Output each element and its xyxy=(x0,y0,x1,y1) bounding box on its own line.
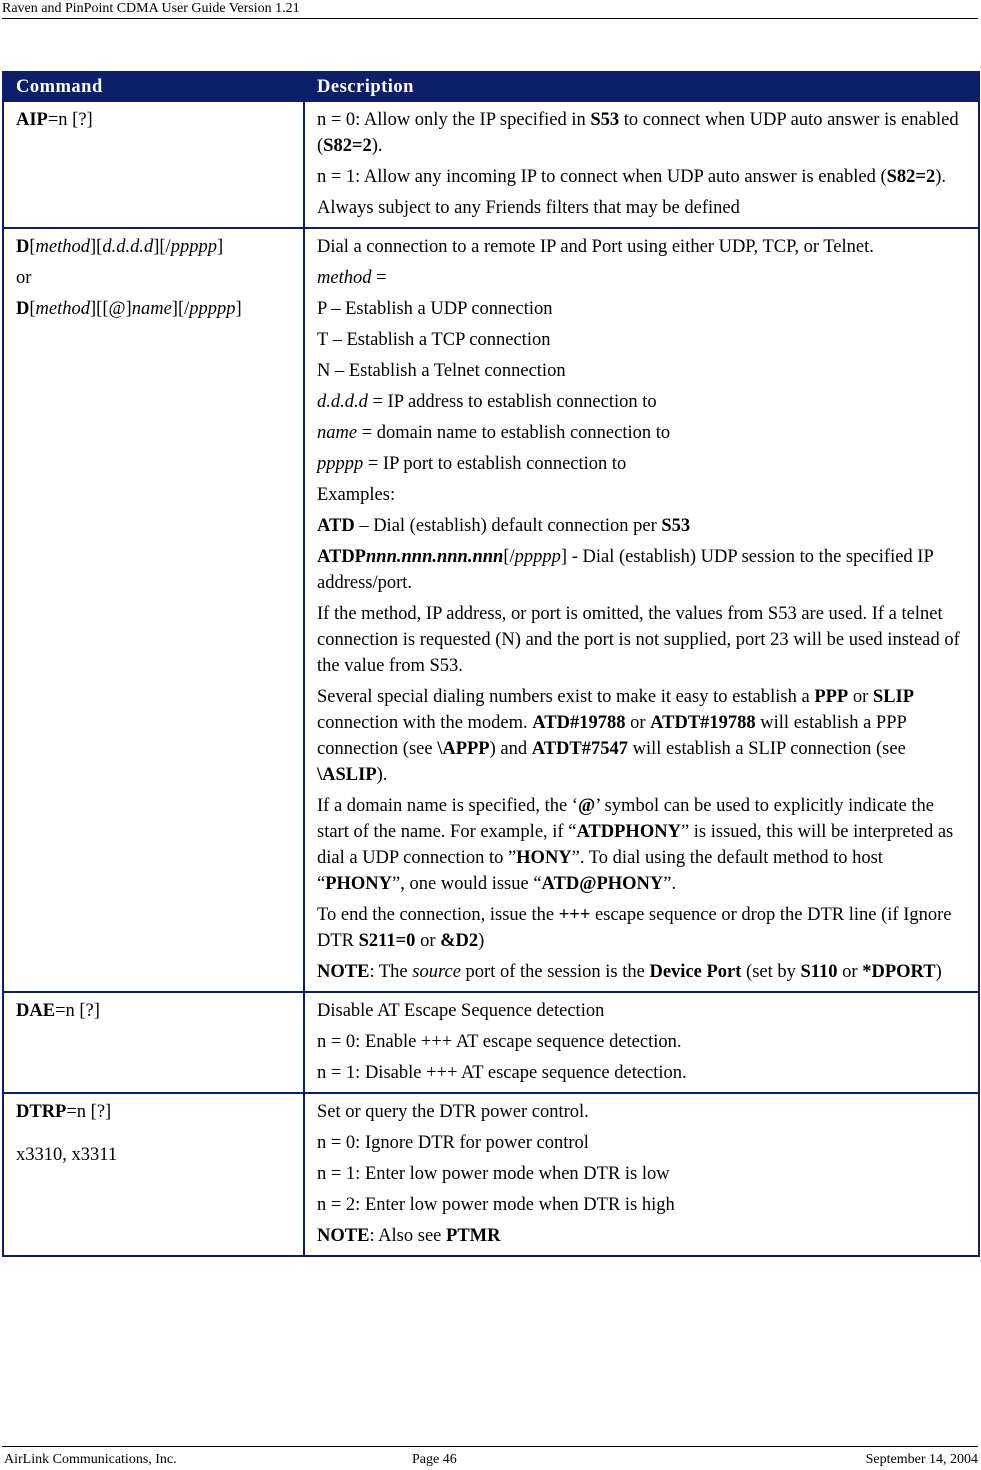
text: ” is issued, this will be interpreted as dial a UDP connection to ” xyxy=(317,822,954,868)
text: ][/ xyxy=(171,299,190,319)
text: method xyxy=(35,299,91,319)
text: S53 xyxy=(590,110,620,130)
text: *DPORT xyxy=(862,962,936,982)
text: If a domain name is specified, the ‘ xyxy=(317,796,578,816)
text: SLIP xyxy=(872,687,915,707)
description-line: Set or query the DTR power control. xyxy=(317,1102,589,1122)
table-header-row xyxy=(3,72,979,101)
description-cell-dae xyxy=(304,992,979,1093)
description-line: n = 0: Ignore DTR for power control xyxy=(317,1133,589,1153)
document-title: Raven and PinPoint CDMA User Guide Version 1.21 xyxy=(2,1,300,16)
command-cell-d xyxy=(3,228,304,992)
text: +++ xyxy=(558,905,591,925)
text: = IP port to establish connection to xyxy=(363,454,627,474)
text: HONY xyxy=(516,848,572,868)
text: nnn.nnn.nnn.nnn xyxy=(366,547,504,567)
text: : The xyxy=(369,962,413,982)
command-name: DTRP xyxy=(16,1102,67,1122)
description-line xyxy=(317,164,968,190)
text: : Also see xyxy=(369,1226,447,1246)
text: ) xyxy=(478,931,485,951)
command-syntax xyxy=(16,234,293,260)
text: escape sequence or drop the DTR line (if Ignore DTR xyxy=(317,905,952,951)
description-line xyxy=(317,265,968,291)
text: ATDP xyxy=(317,547,366,567)
text: ] - Dial (establish) UDP session to the specified IP address/port. xyxy=(317,547,934,593)
table-row-d xyxy=(3,228,979,992)
command-cell-aip xyxy=(3,101,304,228)
table-row-dae xyxy=(3,992,979,1093)
text: method xyxy=(35,237,91,257)
footer-page-number: Page 46 xyxy=(412,1452,457,1467)
text: ] xyxy=(235,299,242,319)
text: ) and xyxy=(489,739,532,759)
text: ). xyxy=(376,765,388,785)
text: or xyxy=(837,962,863,982)
text: ppppp xyxy=(317,454,364,474)
text: [ xyxy=(29,237,36,257)
text: NOTE xyxy=(317,962,370,982)
description-line xyxy=(317,959,968,985)
text: ][/ xyxy=(153,237,171,257)
text: PPP xyxy=(814,687,849,707)
text: d.d.d.d xyxy=(317,392,368,412)
command-or: or xyxy=(16,268,32,288)
text: ][ xyxy=(90,237,103,257)
text: S110 xyxy=(800,962,838,982)
description-line: n = 1: Enter low power mode when DTR is low xyxy=(317,1164,670,1184)
command-cell-dae xyxy=(3,992,304,1093)
text: (set by xyxy=(741,962,801,982)
text: = domain name to establish connection to xyxy=(357,423,671,443)
text: S211=0 xyxy=(358,931,416,951)
command-table xyxy=(2,71,980,1257)
text: source xyxy=(412,962,461,982)
command-syntax xyxy=(16,1099,293,1125)
description-cell-aip xyxy=(304,101,979,228)
text: ppppp xyxy=(170,237,217,257)
text: \ASLIP xyxy=(317,765,377,785)
text: will establish a SLIP connection (see xyxy=(628,739,906,759)
text: ] xyxy=(216,237,224,257)
description-line xyxy=(317,544,968,596)
footer-company: AirLink Communications, Inc. xyxy=(4,1452,177,1467)
page-header xyxy=(2,0,978,19)
description-line: If the method, IP address, or port is omitted, the values from S53 are used. If a telnet connection is requested (N) and the port is not supplied, port 23 will be used instead of the value from S53. xyxy=(317,604,960,676)
text: \APPP xyxy=(437,739,490,759)
text: ATDT#7547 xyxy=(531,739,629,759)
text: S82=2 xyxy=(886,167,936,187)
text: D xyxy=(16,237,30,257)
description-cell-d xyxy=(304,228,979,992)
description-line xyxy=(317,420,968,446)
text: ). xyxy=(935,167,946,187)
page-footer xyxy=(2,1446,978,1467)
text: Several special dialing numbers exist to make it easy to establish a xyxy=(317,687,815,707)
text: ppppp xyxy=(514,547,561,567)
text: connection with the modem. xyxy=(317,713,533,733)
text: – Dial (establish) default connection per xyxy=(354,516,662,536)
description-line xyxy=(317,793,968,897)
table-row-dtrp xyxy=(3,1093,979,1256)
text: ATD#19788 xyxy=(532,713,626,733)
text: n = 1: Allow any incoming IP to connect when UDP auto answer is enabled ( xyxy=(317,167,887,187)
description-line xyxy=(317,1223,968,1249)
description-line: Dial a connection to a remote IP and Port using either UDP, TCP, or Telnet. xyxy=(317,237,874,257)
command-arg: =n [?] xyxy=(47,110,93,130)
description-line xyxy=(317,902,968,954)
text: ). xyxy=(371,136,383,156)
text: d.d.d.d xyxy=(102,237,154,257)
text: D xyxy=(16,299,30,319)
text: = IP address to establish connection to xyxy=(367,392,657,412)
description-line xyxy=(317,684,968,788)
text: PHONY xyxy=(325,874,393,894)
description-cell-dtrp xyxy=(304,1093,979,1256)
text: ”, one would issue “ xyxy=(392,874,542,894)
text: ”. To dial using the default method to host “ xyxy=(317,848,883,894)
description-line: P – Establish a UDP connection xyxy=(317,299,553,319)
text: method xyxy=(317,268,372,288)
text: ATD@PHONY xyxy=(541,874,664,894)
text: @ xyxy=(577,796,596,816)
text: S53 xyxy=(661,516,691,536)
text: ) xyxy=(935,962,942,982)
text: ATDPHONY xyxy=(576,822,681,842)
text: or xyxy=(625,713,651,733)
text: ATD xyxy=(317,516,355,536)
text: NOTE xyxy=(317,1226,370,1246)
text: = xyxy=(371,268,387,288)
text: [ xyxy=(29,299,36,319)
text: ”. xyxy=(663,874,677,894)
description-line: Examples: xyxy=(317,485,396,505)
text: to connect when UDP auto answer is enabled ( xyxy=(317,110,959,156)
description-line: T – Establish a TCP connection xyxy=(317,330,551,350)
text: ATDT#19788 xyxy=(650,713,756,733)
description-line xyxy=(317,107,968,159)
command-name: DAE xyxy=(16,1001,56,1021)
text: ppppp xyxy=(189,299,236,319)
description-line xyxy=(317,513,968,539)
text: or xyxy=(848,687,873,707)
command-models: x3310, x3311 xyxy=(16,1145,118,1165)
description-line: n = 1: Disable +++ AT escape sequence detection. xyxy=(317,1063,687,1083)
spacer xyxy=(16,1130,293,1142)
description-line xyxy=(317,451,968,477)
description-line: Always subject to any Friends filters that may be defined xyxy=(317,198,740,218)
description-line: Disable AT Escape Sequence detection xyxy=(317,1001,605,1021)
description-line: n = 0: Enable +++ AT escape sequence detection. xyxy=(317,1032,682,1052)
command-name: AIP xyxy=(16,110,48,130)
text: Device Port xyxy=(649,962,742,982)
text: will establish a PPP connection (see xyxy=(317,713,907,759)
command-arg: =n [?] xyxy=(55,1001,100,1021)
command-cell-dtrp xyxy=(3,1093,304,1256)
text: name xyxy=(317,423,358,443)
text: S82=2 xyxy=(323,136,372,156)
text: name xyxy=(131,299,172,319)
text: To end the connection, issue the xyxy=(317,905,559,925)
column-header-command: Command xyxy=(3,72,304,101)
text: port of the session is the xyxy=(460,962,650,982)
description-line: n = 2: Enter low power mode when DTR is high xyxy=(317,1195,675,1215)
footer-date: September 14, 2004 xyxy=(865,1452,978,1467)
command-arg: =n [?] xyxy=(66,1102,112,1122)
text: ][[@] xyxy=(90,299,132,319)
table-row-aip xyxy=(3,101,979,228)
text: [/ xyxy=(503,547,515,567)
text: or xyxy=(415,931,441,951)
column-header-description: Description xyxy=(304,72,979,101)
text: ’ symbol can be used to explicitly indicate the start of the name. For example, if “ xyxy=(317,796,934,842)
text: n = 0: Allow only the IP specified in xyxy=(317,110,591,130)
description-line: N – Establish a Telnet connection xyxy=(317,361,566,381)
command-syntax xyxy=(16,296,293,322)
text: PTMR xyxy=(446,1226,501,1246)
text: &D2 xyxy=(440,931,479,951)
description-line xyxy=(317,389,968,415)
